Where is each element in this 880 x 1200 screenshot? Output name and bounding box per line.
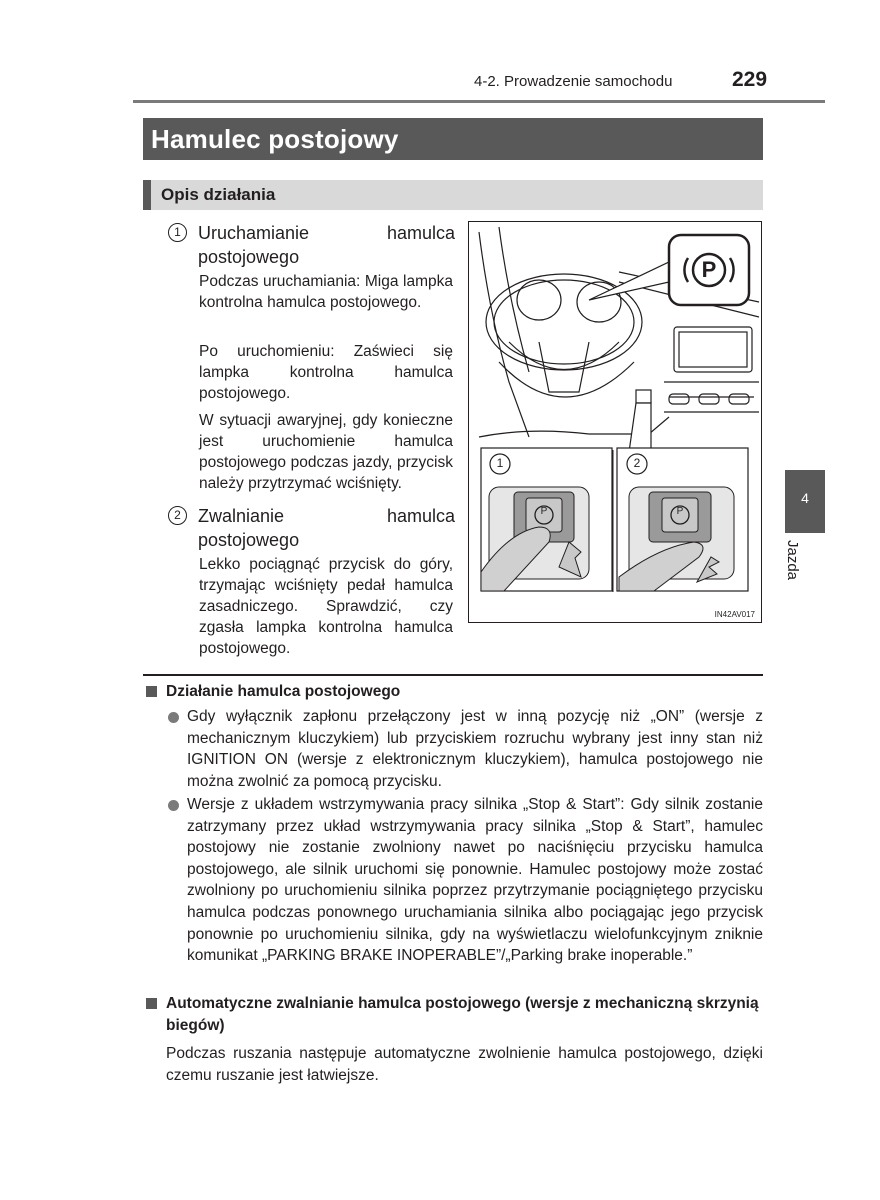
step-2-paragraph: Lekko pociągnąć przycisk do góry, trzymając wciśnięty pedał hamulca zasadniczego. Sprawdzić, czy zgasła lampka kontrolna hamulca postojowego. xyxy=(199,556,453,657)
step-1-paragraph: Po uruchomieniu: Zaświeci się lampka kontrolna hamulca postojowego. xyxy=(199,343,453,402)
page-title: Hamulec postojowy xyxy=(151,124,399,154)
bullet-icon xyxy=(168,712,179,723)
chapter-number: 4 xyxy=(801,490,809,506)
header-divider xyxy=(133,100,825,103)
section-text: Podczas ruszania następuje automatyczne zwolnienie hamulca postojowego, dzięki czemu ruszanie jest łatwiejsze. xyxy=(166,1045,763,1084)
step-1-paragraph: Podczas uruchamiania: Miga lampka kontrolna hamulca postojowego. xyxy=(199,273,453,311)
button-p-label: P xyxy=(540,506,548,517)
subheading-bar xyxy=(143,180,763,210)
panel-label-2: 2 xyxy=(633,456,641,470)
figure-code: IN42AV017 xyxy=(714,610,755,619)
section-heading: Działanie hamulca postojowego xyxy=(166,683,401,700)
section-square-icon xyxy=(146,686,157,697)
step-1-paragraph: W sytuacji awaryjnej, gdy konieczne jest uruchomienie hamulca postojowego podczas jazdy, przycisk należy przytrzymać wciśnięty. xyxy=(199,412,453,492)
bullet-text: Gdy wyłącznik zapłonu przełączony jest w inną pozycję niż „ON” (wersje z mechanicznym kluczykiem) lub przyciskiem rozruchu wybrany jest inny stan niż IGNITION ON (wersje z elektronicznym kluczykiem), hamulca postojowego nie można zwolnić za pomocą przycisku. xyxy=(187,708,763,790)
step-title: Uruchamianie hamulca postojowego xyxy=(198,223,455,267)
bullet-text: Wersje z układem wstrzymywania pracy silnika „Stop & Start”: Gdy silnik zostanie zatrzymany przez układ wstrzymywania pracy silnika „Stop & Start”, hamulec postojowy nie zostanie zwolniony nawet po naciśnięciu przycisku hamulca postojowego, ale silnik uruchomi się ponownie. Hamulec postojowy może zostać zwolniony po uruchomieniu silnika poprzez przytrzymanie pociągniętego przycisku hamulca podczas ponownego uruchamiania silnika albo pociągając jego przycisk ponownie po uruchomieniu silnika, gdy na wyświetlaczu wielofunkcyjnym zniknie komunikat „PARKING BRAKE INOPERABLE”/„Parking brake inoperable.” xyxy=(187,796,763,965)
running-header-section: 4-2. Prowadzenie samochodu xyxy=(474,73,673,90)
parking-brake-symbol: P xyxy=(701,257,717,282)
step-number-circle: 2 xyxy=(168,506,187,525)
section-divider xyxy=(143,674,763,676)
bullet-icon xyxy=(168,800,179,811)
page-number: 229 xyxy=(732,68,768,91)
parking-brake-illustration xyxy=(468,221,762,623)
panel-label-1: 1 xyxy=(496,456,504,470)
chapter-tab xyxy=(785,470,825,533)
section-square-icon xyxy=(146,998,157,1009)
step-number-circle: 1 xyxy=(168,223,187,242)
section-heading: Automatyczne zwalnianie hamulca postojowego (wersje z mechaniczną skrzynią biegów) xyxy=(166,995,759,1034)
finger-press-icon xyxy=(481,487,589,591)
subheading: Opis działania xyxy=(161,185,276,204)
chapter-label: Jazda xyxy=(784,540,801,581)
title-bar xyxy=(143,118,763,160)
step-title: Zwalnianie hamulca postojowego xyxy=(198,506,455,550)
button-p-label: P xyxy=(676,506,684,517)
